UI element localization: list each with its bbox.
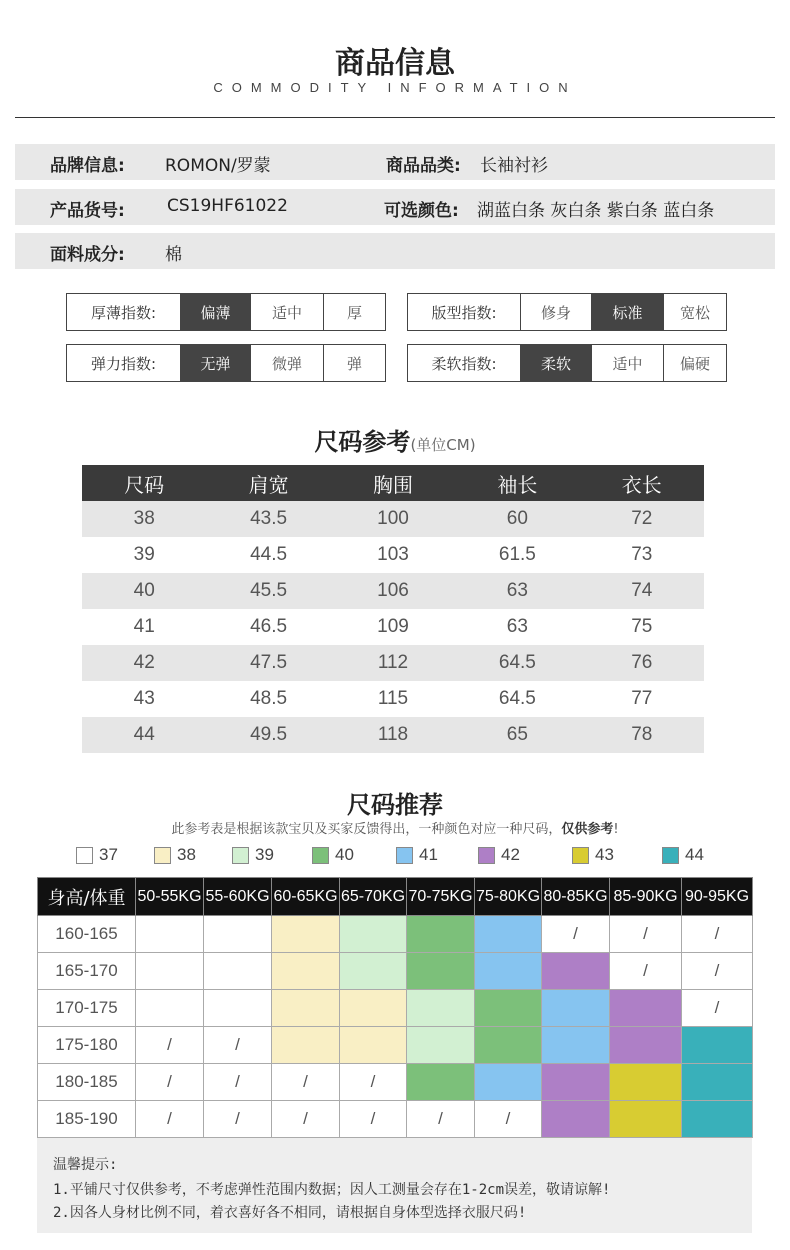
- size-chart-cell: 43: [133, 688, 155, 709]
- size-chart-cell: 63: [506, 616, 528, 637]
- softness-index: [407, 344, 727, 382]
- recommend-cell: [136, 916, 204, 953]
- recommend-corner-header: 身高/体重: [38, 878, 136, 916]
- recommend-row: [38, 953, 753, 990]
- recommend-note-text: 此参考表是根据该款宝贝及买家反馈得出，一种颜色对应一种尺码，: [171, 822, 562, 837]
- category-label: 商品品类:: [386, 156, 461, 176]
- recommend-cell: [272, 953, 340, 990]
- softness-index-label: 柔软指数:: [431, 354, 497, 373]
- tips-line-2: 2.因各人身材比例不同，着衣喜好各不相同，请根据自身体型选择衣服尺码!: [53, 1205, 527, 1221]
- size-chart-cell: 38: [82, 501, 206, 537]
- legend-label: 44: [685, 845, 704, 864]
- recommend-row: [38, 1064, 753, 1101]
- size-chart-header: 胸围: [331, 465, 455, 501]
- brand-value: ROMON/罗蒙: [165, 156, 271, 176]
- size-chart-row: [82, 645, 704, 681]
- recommend-cell: [542, 990, 610, 1027]
- legend-label: 43: [595, 845, 614, 864]
- recommend-cell: [136, 953, 204, 990]
- size-chart-header: 尺码: [82, 465, 206, 501]
- recommend-cell: [204, 990, 272, 1027]
- recommend-cell: [407, 1027, 475, 1064]
- size-chart-unit: (单位CM): [410, 436, 476, 454]
- sku-label: 产品货号:: [50, 201, 125, 221]
- size-chart-title-text: 尺码参考: [314, 428, 411, 456]
- recommend-cell: /: [340, 1101, 407, 1138]
- title-divider: [15, 117, 775, 118]
- legend-swatch: [232, 847, 249, 864]
- size-chart-cell: 46.5: [250, 616, 288, 637]
- recommend-cell: [475, 1027, 542, 1064]
- size-chart-row: [82, 681, 704, 717]
- recommend-cell: [204, 916, 272, 953]
- recommend-cell: /: [272, 1101, 340, 1138]
- recommend-cell: /: [272, 1064, 340, 1101]
- fit-option: 标准: [591, 294, 663, 330]
- height-label: 160-165: [38, 916, 136, 953]
- recommend-cell: /: [340, 1064, 407, 1101]
- size-chart-table: [82, 465, 704, 753]
- size-recommend-table: [37, 877, 753, 1138]
- weight-header: 50-55KG: [136, 878, 204, 916]
- category-value: 长袖衬衫: [480, 156, 548, 176]
- recommend-cell: /: [542, 916, 610, 953]
- size-chart-row: [82, 537, 704, 573]
- height-label: 180-185: [38, 1064, 136, 1101]
- recommend-header-row: [38, 878, 753, 916]
- elasticity-option: 弹: [323, 345, 385, 381]
- weight-header: 60-65KG: [272, 878, 340, 916]
- recommend-cell: [136, 990, 204, 1027]
- size-chart-cell: 65: [455, 717, 579, 753]
- size-chart-cell: 42: [82, 645, 206, 681]
- size-color-legend: [76, 845, 756, 867]
- legend-label: 37: [99, 845, 118, 864]
- thickness-option: 适中: [250, 294, 323, 330]
- recommend-cell: [542, 1027, 610, 1064]
- size-chart-cell: 74: [580, 573, 704, 609]
- elasticity-index: [66, 344, 386, 382]
- recommend-cell: [610, 1064, 682, 1101]
- size-chart-cell: 44.5: [250, 544, 288, 565]
- tips-line-1: 1.平铺尺寸仅供参考，不考虑弹性范围内数据；因人工测量会存在1-2cm误差，敬请谅解!: [53, 1182, 611, 1198]
- recommend-cell: [682, 1027, 753, 1064]
- fit-index: [407, 293, 727, 331]
- recommend-cell: [340, 953, 407, 990]
- weight-header: 90-95KG: [682, 878, 753, 916]
- recommend-cell: /: [682, 953, 753, 990]
- size-chart-cell: 43.5: [206, 501, 330, 537]
- recommend-cell: [475, 953, 542, 990]
- colors-label: 可选颜色:: [384, 201, 459, 221]
- fit-option: 修身: [520, 294, 591, 330]
- tips-box: [37, 1138, 752, 1233]
- recommend-cell: [610, 990, 682, 1027]
- recommend-cell: [475, 1064, 542, 1101]
- size-chart-cell: 48.5: [250, 688, 288, 709]
- legend-swatch: [154, 847, 171, 864]
- legend-swatch: [76, 847, 93, 864]
- legend-swatch: [396, 847, 413, 864]
- legend-swatch: [572, 847, 589, 864]
- recommend-cell: /: [407, 1101, 475, 1138]
- legend-item: [396, 845, 438, 865]
- size-chart-row: [82, 501, 704, 537]
- legend-label: 42: [501, 845, 520, 864]
- recommend-cell: [340, 990, 407, 1027]
- recommend-cell: [682, 1064, 753, 1101]
- weight-header: 70-75KG: [407, 878, 475, 916]
- recommend-cell: /: [136, 1027, 204, 1064]
- fabric-label: 面料成分:: [50, 245, 125, 265]
- size-chart-cell: 72: [580, 501, 704, 537]
- weight-header: 80-85KG: [542, 878, 610, 916]
- recommend-cell: /: [204, 1027, 272, 1064]
- recommend-cell: [407, 953, 475, 990]
- recommend-cell: [610, 1027, 682, 1064]
- size-chart-cell: 60: [455, 501, 579, 537]
- page-title: 商品信息: [335, 46, 455, 81]
- recommend-cell: /: [475, 1101, 542, 1138]
- size-chart-cell: 106: [331, 573, 455, 609]
- size-chart-cell: 44: [82, 717, 206, 753]
- legend-label: 41: [419, 845, 438, 864]
- size-chart-cell: 73: [631, 544, 653, 565]
- size-chart-cell: 64.5: [498, 688, 536, 709]
- recommend-note-bold: 仅供参考: [561, 822, 614, 837]
- page-subtitle: COMMODITY INFORMATION: [213, 80, 577, 95]
- weight-header: 55-60KG: [204, 878, 272, 916]
- softness-option: 柔软: [520, 345, 591, 381]
- elasticity-index-label: 弹力指数:: [90, 354, 157, 373]
- legend-swatch: [662, 847, 679, 864]
- height-label: 185-190: [38, 1101, 136, 1138]
- recommend-cell: /: [610, 916, 682, 953]
- size-chart-cell: 109: [377, 616, 409, 637]
- thickness-option: 厚: [323, 294, 385, 330]
- height-label: 170-175: [38, 990, 136, 1027]
- info-row-sku: [15, 189, 775, 225]
- weight-header: 75-80KG: [475, 878, 542, 916]
- recommend-row: [38, 1027, 753, 1064]
- size-chart-cell: 75: [631, 616, 653, 637]
- legend-swatch: [478, 847, 495, 864]
- recommend-cell: [475, 916, 542, 953]
- recommend-cell: [542, 953, 610, 990]
- legend-item: [572, 845, 614, 865]
- size-chart-row: [82, 609, 704, 645]
- size-chart-cell: 41: [133, 616, 155, 637]
- recommend-cell: [407, 990, 475, 1027]
- size-chart-cell: 103: [377, 544, 409, 565]
- height-label: 175-180: [38, 1027, 136, 1064]
- size-chart-header-row: [82, 465, 704, 501]
- size-chart-cell: 45.5: [206, 573, 330, 609]
- brand-label: 品牌信息:: [50, 156, 125, 176]
- recommend-row: [38, 990, 753, 1027]
- info-row-brand: [15, 144, 775, 180]
- recommend-cell: /: [136, 1064, 204, 1101]
- legend-item: [76, 845, 118, 865]
- size-chart-cell: 77: [631, 688, 653, 709]
- size-chart-row: [82, 573, 704, 609]
- recommend-cell: [542, 1101, 610, 1138]
- legend-item: [312, 845, 354, 865]
- recommend-row: [38, 916, 753, 953]
- size-chart-cell: 78: [580, 717, 704, 753]
- thickness-index-label: 厚薄指数:: [90, 303, 157, 322]
- legend-item: [154, 845, 196, 865]
- recommend-cell: [475, 990, 542, 1027]
- legend-label: 38: [177, 845, 196, 864]
- size-chart-cell: 63: [455, 573, 579, 609]
- recommend-row: [38, 1101, 753, 1138]
- recommend-cell: [272, 916, 340, 953]
- height-label: 165-170: [38, 953, 136, 990]
- recommend-cell: [204, 953, 272, 990]
- size-chart-cell: 100: [331, 501, 455, 537]
- recommend-cell: [340, 916, 407, 953]
- legend-label: 39: [255, 845, 274, 864]
- size-chart-cell: 39: [133, 544, 155, 565]
- size-chart-cell: 47.5: [206, 645, 330, 681]
- size-chart-cell: 115: [377, 688, 409, 709]
- legend-item: [662, 845, 704, 865]
- recommend-cell: /: [682, 990, 753, 1027]
- thickness-option: 偏薄: [180, 294, 250, 330]
- recommend-cell: /: [682, 916, 753, 953]
- size-chart-title: [0, 422, 790, 457]
- recommend-cell: [340, 1027, 407, 1064]
- recommend-note-end: !: [613, 822, 619, 837]
- size-chart-cell: 61.5: [498, 544, 536, 565]
- sku-value: CS19HF61022: [167, 196, 288, 216]
- elasticity-option: 无弹: [180, 345, 250, 381]
- legend-item: [478, 845, 520, 865]
- recommend-cell: [610, 1101, 682, 1138]
- recommend-note: [0, 818, 790, 837]
- size-chart-cell: 112: [331, 645, 455, 681]
- legend-label: 40: [335, 845, 354, 864]
- weight-header: 85-90KG: [610, 878, 682, 916]
- size-chart-header: 衣长: [580, 465, 704, 501]
- info-row-fabric: [15, 233, 775, 269]
- size-chart-cell: 40: [82, 573, 206, 609]
- size-chart-header: 袖长: [455, 465, 579, 501]
- softness-option: 偏硬: [663, 345, 726, 381]
- recommend-cell: [407, 1064, 475, 1101]
- recommend-cell: [542, 1064, 610, 1101]
- fit-option: 宽松: [663, 294, 726, 330]
- weight-header: 65-70KG: [340, 878, 407, 916]
- recommend-cell: /: [204, 1064, 272, 1101]
- fit-index-label: 版型指数:: [431, 303, 497, 322]
- legend-item: [232, 845, 274, 865]
- recommend-cell: [682, 1101, 753, 1138]
- size-chart-cell: 118: [331, 717, 455, 753]
- thickness-index: [66, 293, 386, 331]
- recommend-cell: /: [610, 953, 682, 990]
- recommend-cell: [407, 916, 475, 953]
- colors-value: 湖蓝白条 灰白条 紫白条 蓝白条: [477, 201, 715, 221]
- softness-option: 适中: [591, 345, 663, 381]
- size-chart-cell: 76: [580, 645, 704, 681]
- fabric-value: 棉: [165, 245, 182, 265]
- recommend-cell: /: [136, 1101, 204, 1138]
- size-chart-header: 肩宽: [206, 465, 330, 501]
- legend-swatch: [312, 847, 329, 864]
- size-chart-cell: 49.5: [206, 717, 330, 753]
- tips-title: 温馨提示:: [53, 1157, 118, 1173]
- elasticity-option: 微弹: [250, 345, 323, 381]
- recommend-cell: /: [204, 1101, 272, 1138]
- recommend-title: 尺码推荐: [347, 791, 443, 819]
- size-chart-cell: 64.5: [455, 645, 579, 681]
- recommend-cell: [272, 1027, 340, 1064]
- size-chart-row: [82, 717, 704, 753]
- recommend-cell: [272, 990, 340, 1027]
